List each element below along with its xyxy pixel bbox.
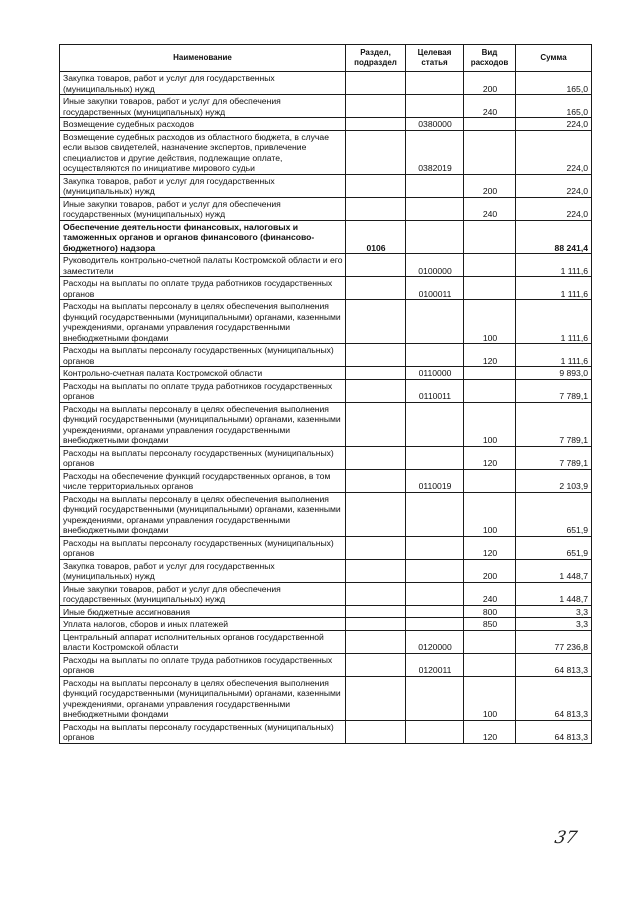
cell-name: Иные бюджетные ассигнования bbox=[60, 605, 346, 618]
cell-target bbox=[406, 446, 464, 469]
cell-expense-type: 240 bbox=[464, 197, 516, 220]
cell-name: Иные закупки товаров, работ и услуг для обеспечения государственных (муниципальных) нужд bbox=[60, 95, 346, 118]
cell-section bbox=[346, 536, 406, 559]
cell-sum: 165,0 bbox=[516, 72, 592, 95]
cell-expense-type: 100 bbox=[464, 300, 516, 344]
table-row bbox=[60, 653, 592, 676]
cell-sum: 9 893,0 bbox=[516, 367, 592, 380]
cell-name: Обеспечение деятельности финансовых, налоговых и таможенных органов и органов финансового (финансово-бюджетного) надзора bbox=[60, 220, 346, 254]
cell-name: Контрольно-счетная палата Костромской области bbox=[60, 367, 346, 380]
cell-expense-type: 120 bbox=[464, 720, 516, 743]
cell-sum: 7 789,1 bbox=[516, 402, 592, 446]
table-row bbox=[60, 559, 592, 582]
cell-name: Расходы на выплаты персоналу государственных (муниципальных) органов bbox=[60, 536, 346, 559]
cell-name: Расходы на выплаты персоналу государственных (муниципальных) органов bbox=[60, 446, 346, 469]
cell-section bbox=[346, 492, 406, 536]
cell-section bbox=[346, 72, 406, 95]
cell-sum: 7 789,1 bbox=[516, 446, 592, 469]
cell-expense-type: 100 bbox=[464, 492, 516, 536]
cell-name: Центральный аппарат исполнительных органов государственной власти Костромской области bbox=[60, 630, 346, 653]
cell-name: Расходы на обеспечение функций государственных органов, в том числе территориальных органов bbox=[60, 469, 346, 492]
cell-section: 0106 bbox=[346, 220, 406, 254]
cell-target bbox=[406, 300, 464, 344]
table-row bbox=[60, 254, 592, 277]
cell-expense-type: 850 bbox=[464, 618, 516, 631]
cell-target: 0380000 bbox=[406, 118, 464, 131]
cell-section bbox=[346, 469, 406, 492]
cell-target bbox=[406, 197, 464, 220]
cell-expense-type: 800 bbox=[464, 605, 516, 618]
cell-name: Иные закупки товаров, работ и услуг для обеспечения государственных (муниципальных) нужд bbox=[60, 197, 346, 220]
cell-section bbox=[346, 720, 406, 743]
cell-expense-type bbox=[464, 220, 516, 254]
table-row bbox=[60, 446, 592, 469]
cell-expense-type: 240 bbox=[464, 95, 516, 118]
cell-name: Расходы на выплаты по оплате труда работников государственных органов bbox=[60, 653, 346, 676]
cell-expense-type bbox=[464, 653, 516, 676]
table-row bbox=[60, 72, 592, 95]
cell-sum: 77 236,8 bbox=[516, 630, 592, 653]
cell-name: Возмещение судебных расходов bbox=[60, 118, 346, 131]
cell-sum: 165,0 bbox=[516, 95, 592, 118]
cell-section bbox=[346, 605, 406, 618]
table-row bbox=[60, 720, 592, 743]
cell-sum: 3,3 bbox=[516, 618, 592, 631]
cell-section bbox=[346, 174, 406, 197]
table-row bbox=[60, 95, 592, 118]
table-body bbox=[60, 72, 592, 744]
cell-section bbox=[346, 300, 406, 344]
cell-target bbox=[406, 559, 464, 582]
cell-expense-type: 200 bbox=[464, 559, 516, 582]
cell-section bbox=[346, 118, 406, 131]
cell-sum: 3,3 bbox=[516, 605, 592, 618]
cell-section bbox=[346, 618, 406, 631]
cell-name: Расходы на выплаты персоналу государственных (муниципальных) органов bbox=[60, 720, 346, 743]
cell-target: 0120011 bbox=[406, 653, 464, 676]
cell-target: 0110011 bbox=[406, 379, 464, 402]
cell-name: Возмещение судебных расходов из областного бюджета, в случае если вызов свидетелей, назначение экспертов, привлечение специалистов и другие действия, подлежащие оплате, осуществляются по инициативе мирового судьи bbox=[60, 130, 346, 174]
table-row bbox=[60, 469, 592, 492]
cell-section bbox=[346, 446, 406, 469]
header-sum: Сумма bbox=[516, 45, 592, 72]
cell-target bbox=[406, 492, 464, 536]
cell-target bbox=[406, 676, 464, 720]
cell-expense-type: 200 bbox=[464, 72, 516, 95]
cell-sum: 224,0 bbox=[516, 174, 592, 197]
header-section: Раздел, подраздел bbox=[346, 45, 406, 72]
table-header bbox=[60, 45, 592, 72]
table-row bbox=[60, 402, 592, 446]
cell-sum: 224,0 bbox=[516, 197, 592, 220]
cell-sum: 651,9 bbox=[516, 492, 592, 536]
table-row bbox=[60, 174, 592, 197]
cell-target: 0110019 bbox=[406, 469, 464, 492]
table-row bbox=[60, 197, 592, 220]
cell-target bbox=[406, 582, 464, 605]
cell-name: Руководитель контрольно-счетной палаты Костромской области и его заместители bbox=[60, 254, 346, 277]
cell-sum: 7 789,1 bbox=[516, 379, 592, 402]
cell-name: Расходы на выплаты персоналу государственных (муниципальных) органов bbox=[60, 344, 346, 367]
cell-sum: 1 448,7 bbox=[516, 559, 592, 582]
table-row bbox=[60, 605, 592, 618]
cell-expense-type bbox=[464, 130, 516, 174]
header-target: Целевая статья bbox=[406, 45, 464, 72]
cell-expense-type bbox=[464, 367, 516, 380]
cell-target: 0100000 bbox=[406, 254, 464, 277]
table-row bbox=[60, 536, 592, 559]
table-row bbox=[60, 492, 592, 536]
cell-sum: 1 111,6 bbox=[516, 300, 592, 344]
cell-sum: 1 111,6 bbox=[516, 277, 592, 300]
cell-target bbox=[406, 344, 464, 367]
cell-expense-type bbox=[464, 254, 516, 277]
cell-expense-type bbox=[464, 379, 516, 402]
cell-section bbox=[346, 630, 406, 653]
cell-section bbox=[346, 582, 406, 605]
cell-section bbox=[346, 197, 406, 220]
cell-target: 0100011 bbox=[406, 277, 464, 300]
cell-sum: 1 111,6 bbox=[516, 254, 592, 277]
table-row bbox=[60, 344, 592, 367]
cell-expense-type: 200 bbox=[464, 174, 516, 197]
budget-table bbox=[59, 44, 592, 744]
cell-section bbox=[346, 344, 406, 367]
table-row bbox=[60, 618, 592, 631]
cell-target bbox=[406, 605, 464, 618]
cell-sum: 1 111,6 bbox=[516, 344, 592, 367]
cell-sum: 224,0 bbox=[516, 118, 592, 131]
cell-expense-type bbox=[464, 630, 516, 653]
cell-target bbox=[406, 174, 464, 197]
handwritten-page-number: 37 bbox=[552, 828, 579, 848]
cell-sum: 64 813,3 bbox=[516, 676, 592, 720]
table-row bbox=[60, 118, 592, 131]
cell-expense-type: 120 bbox=[464, 446, 516, 469]
cell-name: Расходы на выплаты персоналу в целях обеспечения выполнения функций государственными (муниципальными) органами, казенными учреждениями, органами управления государственными внебюджетными фондами bbox=[60, 402, 346, 446]
cell-section bbox=[346, 367, 406, 380]
cell-name: Уплата налогов, сборов и иных платежей bbox=[60, 618, 346, 631]
cell-name: Расходы на выплаты по оплате труда работников государственных органов bbox=[60, 379, 346, 402]
cell-sum: 2 103,9 bbox=[516, 469, 592, 492]
header-name: Наименование bbox=[60, 45, 346, 72]
cell-target bbox=[406, 95, 464, 118]
cell-name: Закупка товаров, работ и услуг для государственных (муниципальных) нужд bbox=[60, 559, 346, 582]
cell-expense-type bbox=[464, 277, 516, 300]
cell-expense-type bbox=[464, 118, 516, 131]
cell-target bbox=[406, 402, 464, 446]
cell-name: Расходы на выплаты персоналу в целях обеспечения выполнения функций государственными (муниципальными) органами, казенными учреждениями, органами управления государственными внебюджетными фондами bbox=[60, 676, 346, 720]
cell-name: Закупка товаров, работ и услуг для государственных (муниципальных) нужд bbox=[60, 72, 346, 95]
cell-section bbox=[346, 402, 406, 446]
cell-section bbox=[346, 559, 406, 582]
header-expense-type: Вид расходов bbox=[464, 45, 516, 72]
table-row bbox=[60, 379, 592, 402]
cell-expense-type: 100 bbox=[464, 402, 516, 446]
cell-name: Расходы на выплаты по оплате труда работников государственных органов bbox=[60, 277, 346, 300]
cell-sum: 1 448,7 bbox=[516, 582, 592, 605]
cell-target bbox=[406, 220, 464, 254]
cell-target bbox=[406, 618, 464, 631]
cell-section bbox=[346, 277, 406, 300]
table-row bbox=[60, 130, 592, 174]
table-row bbox=[60, 582, 592, 605]
cell-sum: 64 813,3 bbox=[516, 720, 592, 743]
cell-section bbox=[346, 653, 406, 676]
table-row bbox=[60, 630, 592, 653]
cell-expense-type: 240 bbox=[464, 582, 516, 605]
budget-table-container bbox=[59, 44, 591, 744]
cell-target: 0120000 bbox=[406, 630, 464, 653]
cell-expense-type: 100 bbox=[464, 676, 516, 720]
table-row bbox=[60, 300, 592, 344]
cell-name: Расходы на выплаты персоналу в целях обеспечения выполнения функций государственными (муниципальными) органами, казенными учреждениями, органами управления государственными внебюджетными фондами bbox=[60, 492, 346, 536]
cell-name: Расходы на выплаты персоналу в целях обеспечения выполнения функций государственными (муниципальными) органами, казенными учреждениями, органами управления государственными внебюджетными фондами bbox=[60, 300, 346, 344]
cell-section bbox=[346, 130, 406, 174]
cell-sum: 64 813,3 bbox=[516, 653, 592, 676]
cell-sum: 651,9 bbox=[516, 536, 592, 559]
cell-sum: 224,0 bbox=[516, 130, 592, 174]
cell-section bbox=[346, 254, 406, 277]
table-row bbox=[60, 220, 592, 254]
cell-expense-type: 120 bbox=[464, 536, 516, 559]
table-row bbox=[60, 277, 592, 300]
cell-target: 0110000 bbox=[406, 367, 464, 380]
table-row bbox=[60, 367, 592, 380]
cell-target bbox=[406, 720, 464, 743]
cell-section bbox=[346, 379, 406, 402]
table-row bbox=[60, 676, 592, 720]
cell-name: Иные закупки товаров, работ и услуг для обеспечения государственных (муниципальных) нужд bbox=[60, 582, 346, 605]
cell-expense-type: 120 bbox=[464, 344, 516, 367]
cell-sum: 88 241,4 bbox=[516, 220, 592, 254]
cell-name: Закупка товаров, работ и услуг для государственных (муниципальных) нужд bbox=[60, 174, 346, 197]
cell-section bbox=[346, 676, 406, 720]
cell-target bbox=[406, 536, 464, 559]
cell-target: 0382019 bbox=[406, 130, 464, 174]
cell-target bbox=[406, 72, 464, 95]
cell-expense-type bbox=[464, 469, 516, 492]
cell-section bbox=[346, 95, 406, 118]
